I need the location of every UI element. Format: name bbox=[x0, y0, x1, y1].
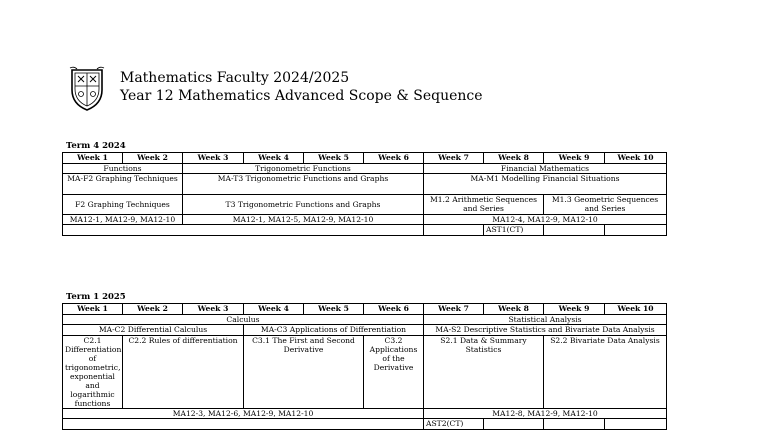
assessment-empty-cell bbox=[484, 419, 544, 430]
scope-sequence-title: Year 12 Mathematics Advanced Scope & Sequence bbox=[120, 88, 483, 104]
week-header: Week 9 bbox=[544, 153, 605, 164]
assessment-empty-cell bbox=[605, 225, 667, 236]
week-header: Week 3 bbox=[183, 153, 244, 164]
module-row bbox=[63, 174, 667, 195]
topic-cell: Financial Mathematics bbox=[424, 164, 667, 174]
week-header-row bbox=[63, 304, 667, 315]
assessment-cell: AST1(CT) bbox=[484, 225, 544, 236]
subtopic-cell: C3.1 The First and Second Derivative bbox=[244, 336, 364, 409]
subtopic-cell: F2 Graphing Techniques bbox=[63, 195, 183, 215]
outcomes-row bbox=[63, 409, 667, 419]
school-crest-logo bbox=[69, 66, 105, 112]
topic-cell: Calculus bbox=[63, 315, 424, 325]
subtopic-cell: S2.2 Bivariate Data Analysis bbox=[544, 336, 667, 409]
assessment-empty-cell bbox=[544, 225, 605, 236]
module-cell: MA-M1 Modelling Financial Situations bbox=[424, 174, 667, 195]
assessment-empty-cell bbox=[424, 225, 484, 236]
outcomes-cell: MA12-4, MA12-9, MA12-10 bbox=[424, 215, 667, 225]
module-cell: MA-C3 Applications of Differentiation bbox=[244, 325, 424, 336]
faculty-title: Mathematics Faculty 2024/2025 bbox=[120, 70, 350, 86]
topic-cell: Trigonometric Functions bbox=[183, 164, 424, 174]
assessment-row bbox=[63, 419, 667, 430]
week-header: Week 4 bbox=[244, 153, 304, 164]
week-header: Week 3 bbox=[183, 304, 244, 315]
week-header: Week 5 bbox=[304, 153, 364, 164]
week-header: Week 6 bbox=[364, 153, 424, 164]
subtopic-cell: T3 Trigonometric Functions and Graphs bbox=[183, 195, 424, 215]
assessment-empty-cell bbox=[605, 419, 667, 430]
week-header: Week 8 bbox=[484, 153, 544, 164]
week-header: Week 2 bbox=[123, 304, 183, 315]
assessment-empty-cell bbox=[544, 419, 605, 430]
week-header: Week 7 bbox=[424, 153, 484, 164]
week-header-row bbox=[63, 153, 667, 164]
subtopic-cell: S2.1 Data & Summary Statistics bbox=[424, 336, 544, 409]
topic-cell: Functions bbox=[63, 164, 183, 174]
module-cell: MA-C2 Differential Calculus bbox=[63, 325, 244, 336]
topic-cell: Statistical Analysis bbox=[424, 315, 667, 325]
outcomes-cell: MA12-8, MA12-9, MA12-10 bbox=[424, 409, 667, 419]
assessment-cell: AST2(CT) bbox=[424, 419, 484, 430]
module-cell: MA-S2 Descriptive Statistics and Bivariate Data Analysis bbox=[424, 325, 667, 336]
topic-row bbox=[63, 315, 667, 325]
subtopic-row bbox=[63, 336, 667, 409]
week-header: Week 10 bbox=[605, 304, 667, 315]
week-header: Week 6 bbox=[364, 304, 424, 315]
week-header: Week 9 bbox=[544, 304, 605, 315]
week-header: Week 1 bbox=[63, 304, 123, 315]
assessment-empty-cell bbox=[63, 419, 424, 430]
assessment-row bbox=[63, 225, 667, 236]
week-header: Week 8 bbox=[484, 304, 544, 315]
subtopic-row bbox=[63, 195, 667, 215]
term-4-2024-label: Term 4 2024 bbox=[66, 141, 126, 151]
subtopic-cell: M1.2 Arithmetic Sequences and Series bbox=[424, 195, 544, 215]
outcomes-cell: MA12-1, MA12-5, MA12-9, MA12-10 bbox=[183, 215, 424, 225]
outcomes-cell: MA12-3, MA12-6, MA12-9, MA12-10 bbox=[63, 409, 424, 419]
module-cell: MA-T3 Trigonometric Functions and Graphs bbox=[183, 174, 424, 195]
week-header: Week 7 bbox=[424, 304, 484, 315]
week-header: Week 10 bbox=[605, 153, 667, 164]
term-1-2025-label: Term 1 2025 bbox=[66, 292, 126, 302]
week-header: Week 2 bbox=[123, 153, 183, 164]
week-header: Week 5 bbox=[304, 304, 364, 315]
outcomes-row bbox=[63, 215, 667, 225]
week-header: Week 1 bbox=[63, 153, 123, 164]
term-1-2025-table bbox=[62, 303, 667, 430]
week-header: Week 4 bbox=[244, 304, 304, 315]
assessment-empty-cell bbox=[63, 225, 424, 236]
subtopic-cell: M1.3 Geometric Sequences and Series bbox=[544, 195, 667, 215]
subtopic-cell: C3.2 Applications of the Derivative bbox=[364, 336, 424, 409]
outcomes-cell: MA12-1, MA12-9, MA12-10 bbox=[63, 215, 183, 225]
subtopic-cell: C2.1 Differentiation of trigonometric, exponential and logarithmic functions bbox=[63, 336, 123, 409]
term-4-2024-table bbox=[62, 152, 667, 236]
module-row bbox=[63, 325, 667, 336]
subtopic-cell: C2.2 Rules of differentiation bbox=[123, 336, 244, 409]
module-cell: MA-F2 Graphing Techniques bbox=[63, 174, 183, 195]
topic-row bbox=[63, 164, 667, 174]
